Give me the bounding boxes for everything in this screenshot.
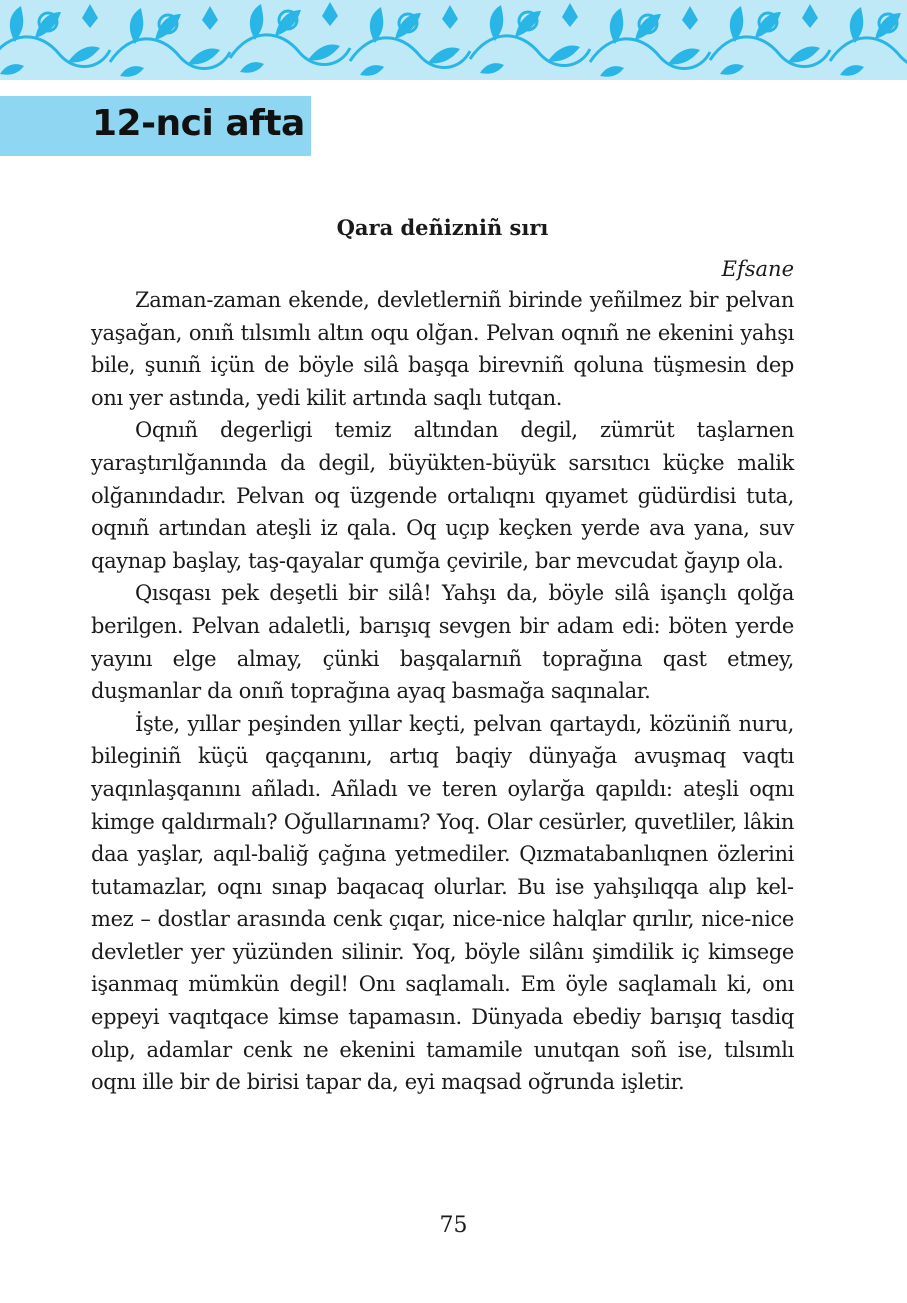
floral-ornament-icon [0, 0, 907, 80]
story-title: Qara deñizniñ sırı [336, 215, 549, 240]
story-paragraph: Oqnıñ degerligi temiz altından degil, zümrüt taşlarnen yaraştırılğanında da degil, büyükten-büyük sarsıtıcı küçke malik olğanındadır. Pelvan oq üzgende ortalıqnı qıyamet güdürdisi tuta, oqnıñ artından ateşli iz qala. Oq uçıp keçken yerde ava yana, suv qaynap başlay, taş-qayalar qumğa çevirile, bar mevcudat ğayıp ola. [91, 418, 794, 573]
story-paragraph: İşte, yıllar peşinden yıllar keçti, pelvan qartaydı, közüniñ nuru, bileginiñ küçü qaçqanını, artıq baqiy dünyağa avuşmaq vaqtı yaqınlaşqanını añladı. Añladı ve teren oylarğa qapıldı: ateşli oqnı kimge qaldırmalı? Oğullarınamı? Yoq. Olar cesürler, quvetliler, lâkin daa yaşlar, aqıl-baliğ çağına yetmediler. Qızmatabanlıqnen özlerini tutamazlar, oqnı sınap baqacaq olurlar. Bu ise yahşılıqqa alıp kelmez – dostlar arasında cenk çıqar, nice-nice halqlar qırılır, nice-nice devletler yer yüzünden silinir. Yoq, böyle silânı şimdilik iç kimsege işanmaq mümkün degil! Onı saqlamalı. Em öyle saqlamalı ki, onı eppeyi vaqıtqace kimse tapamasın. Dünyada ebediy barışıq tasdiq olıp, adamlar cenk ne ekenini tamamile unutqan soñ ise, tılsımlı oqnı ille bir de birisi tapar da, eyi maqsad oğrunda işletir. [91, 711, 794, 1095]
story-paragraph: Zaman-zaman ekende, devletlerniñ birinde yeñilmez bir pelvan yaşağan, onıñ tılsımlı altın oqu olğan. Pelvan oqnıñ ne ekenini yahşı bile, şunıñ içün de böyle silâ başqa birevniñ qoluna tüşmesin dep onı yer astında, yedi kilit artında saqlı tutqan. [91, 288, 794, 410]
week-title: 12-nci afta [92, 103, 305, 144]
story [91, 210, 794, 1099]
story-paragraph: Qısqası pek deşetli bir silâ! Yahşı da, böyle silâ işançlı qolğa berilgen. Pelvan adaletli, barışıq sevgen bir adam edi: böten yerde yayını elge almay, çünki başqalarnıñ toprağına qast etmey, duşmanlar da onıñ toprağına ayaq basmağa saqınalar. [91, 581, 794, 704]
floral-ornament-banner [0, 0, 907, 80]
page-number: 75 [439, 1213, 468, 1238]
story-genre: Efsane [721, 257, 794, 281]
